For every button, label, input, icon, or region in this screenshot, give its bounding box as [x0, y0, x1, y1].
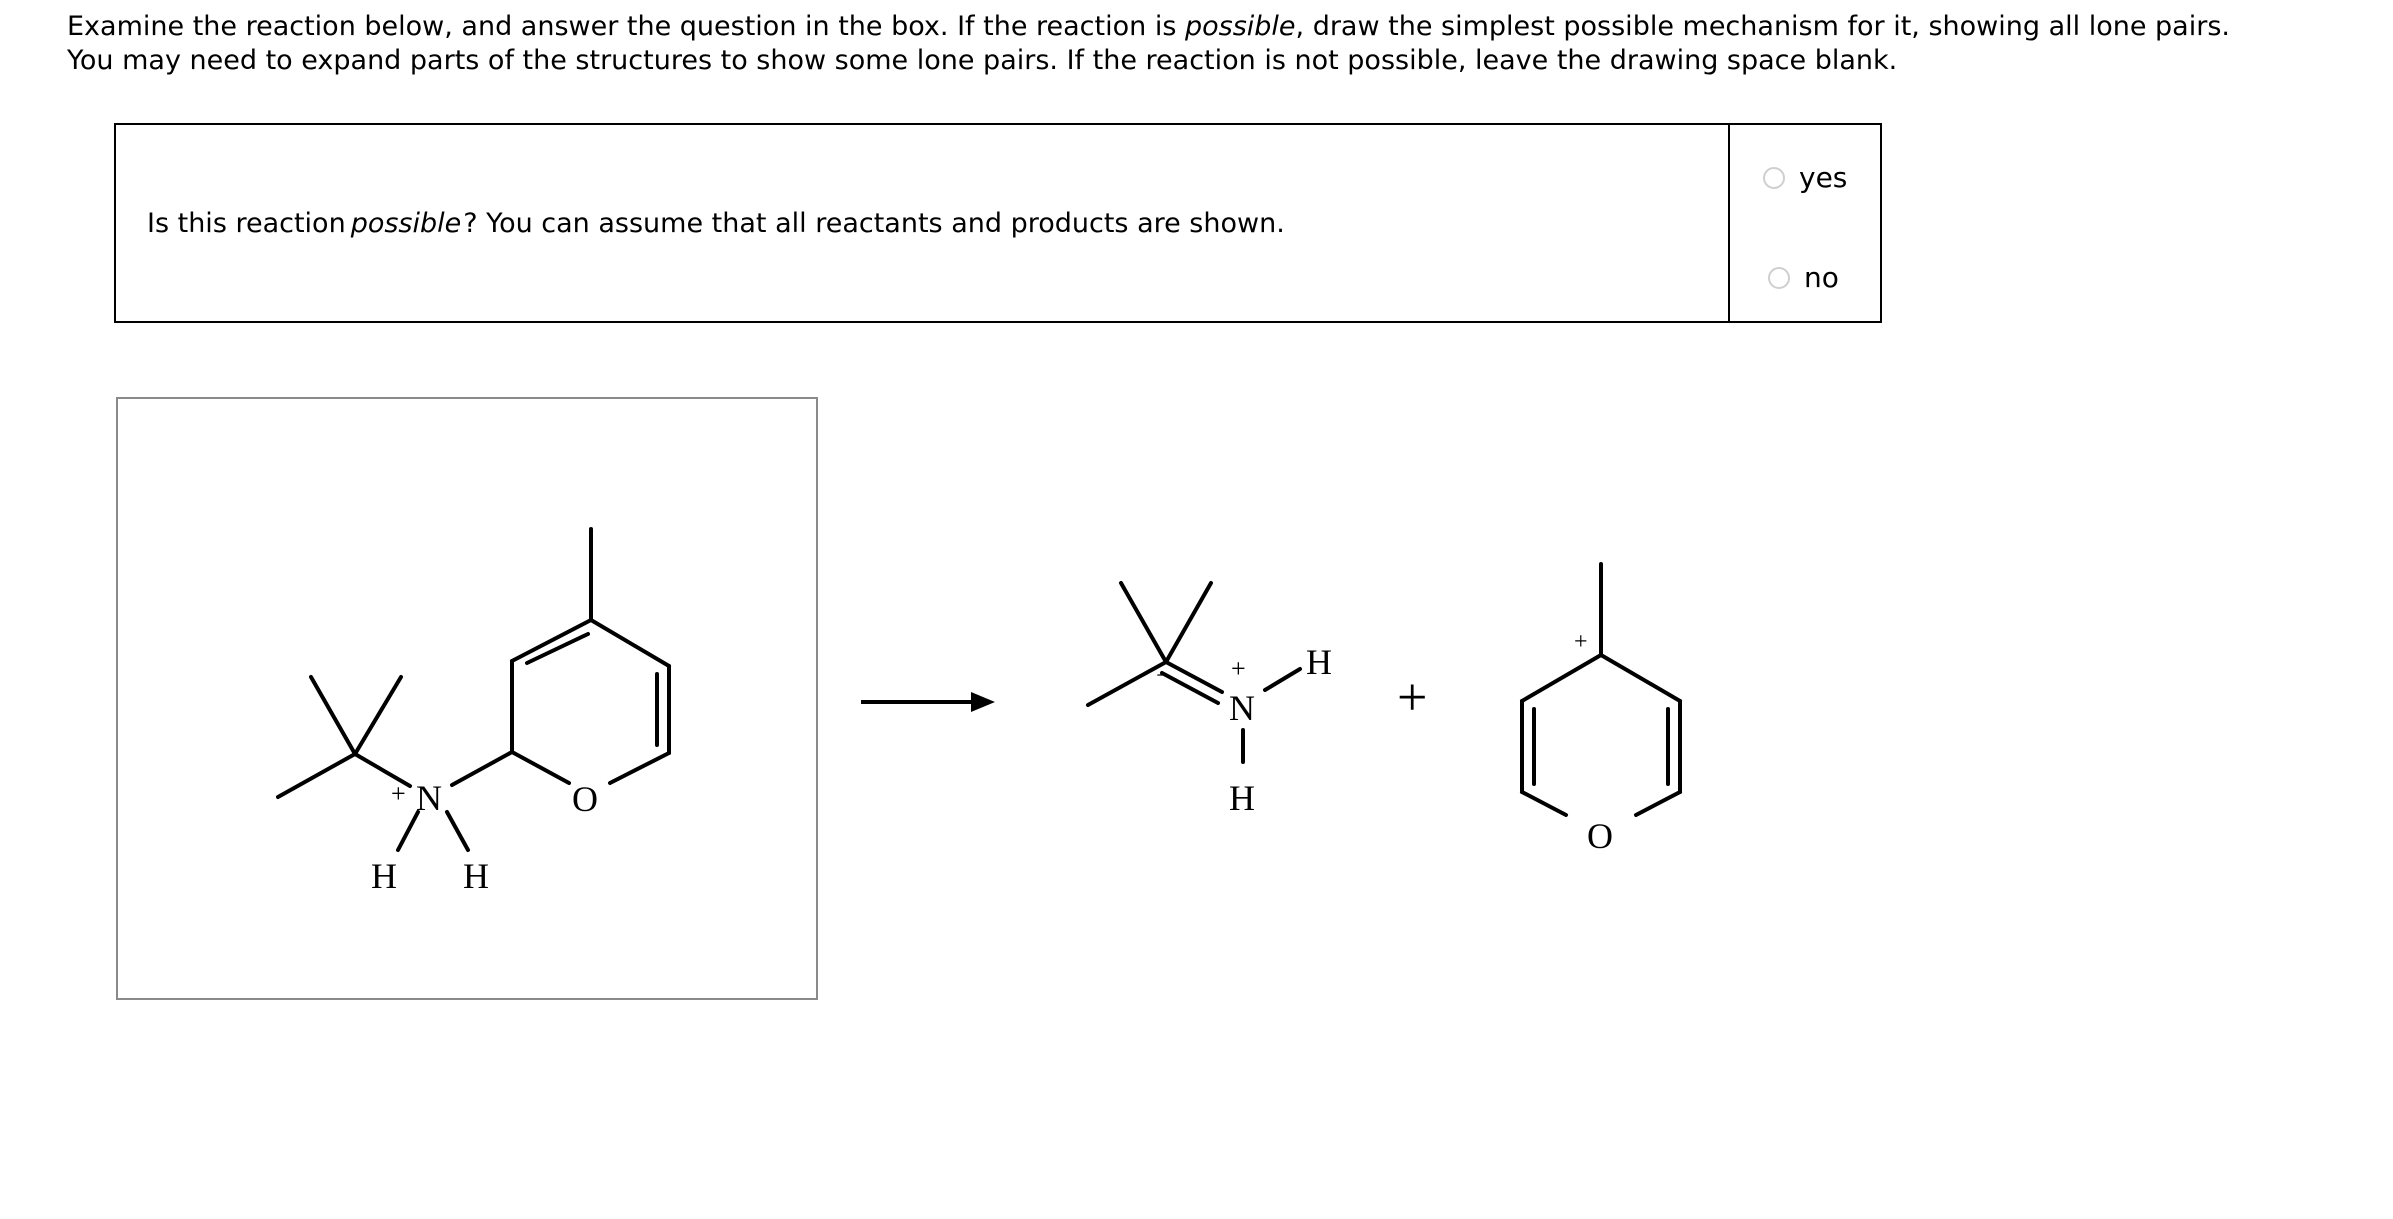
iminium-hydrogen-top: H: [1306, 642, 1332, 682]
iminium-hydrogen-bottom: H: [1229, 778, 1255, 818]
question-text: Is this reaction possible ? You can assume that all reactants and products are shown.: [116, 125, 1730, 321]
iminium-nitrogen: N: [1229, 688, 1255, 728]
iminium-minus-mark: −: [1156, 663, 1170, 689]
reactant-hydrogen-1: H: [371, 856, 397, 896]
option-no-label: no: [1804, 261, 1839, 294]
reactant-hydrogen-2: H: [463, 856, 489, 896]
plus-sign: +: [1397, 667, 1428, 727]
reactant-nitrogen: N: [416, 778, 442, 818]
iminium-n-charge: +: [1231, 654, 1246, 683]
iminium-product: [1088, 583, 1300, 762]
pyranyl-cation-product: [1522, 564, 1680, 815]
option-yes-label: yes: [1799, 161, 1848, 194]
reactant-molecule: [278, 529, 669, 850]
instructions-line-1: Examine the reaction below, and answer the question in the box. If the reaction is possible, draw the simplest possible mechanism for it, showing all lone pairs.: [67, 11, 2230, 42]
instructions-line-2: You may need to expand parts of the structures to show some lone pairs. If the reaction is not possible, leave the drawing space blank.: [67, 45, 1898, 76]
reaction-arrow: [861, 692, 995, 712]
cation-oxygen: O: [1587, 816, 1613, 856]
reactant-n-charge: +: [391, 779, 406, 808]
cation-charge: +: [1574, 629, 1588, 655]
reactant-oxygen: O: [572, 779, 598, 819]
